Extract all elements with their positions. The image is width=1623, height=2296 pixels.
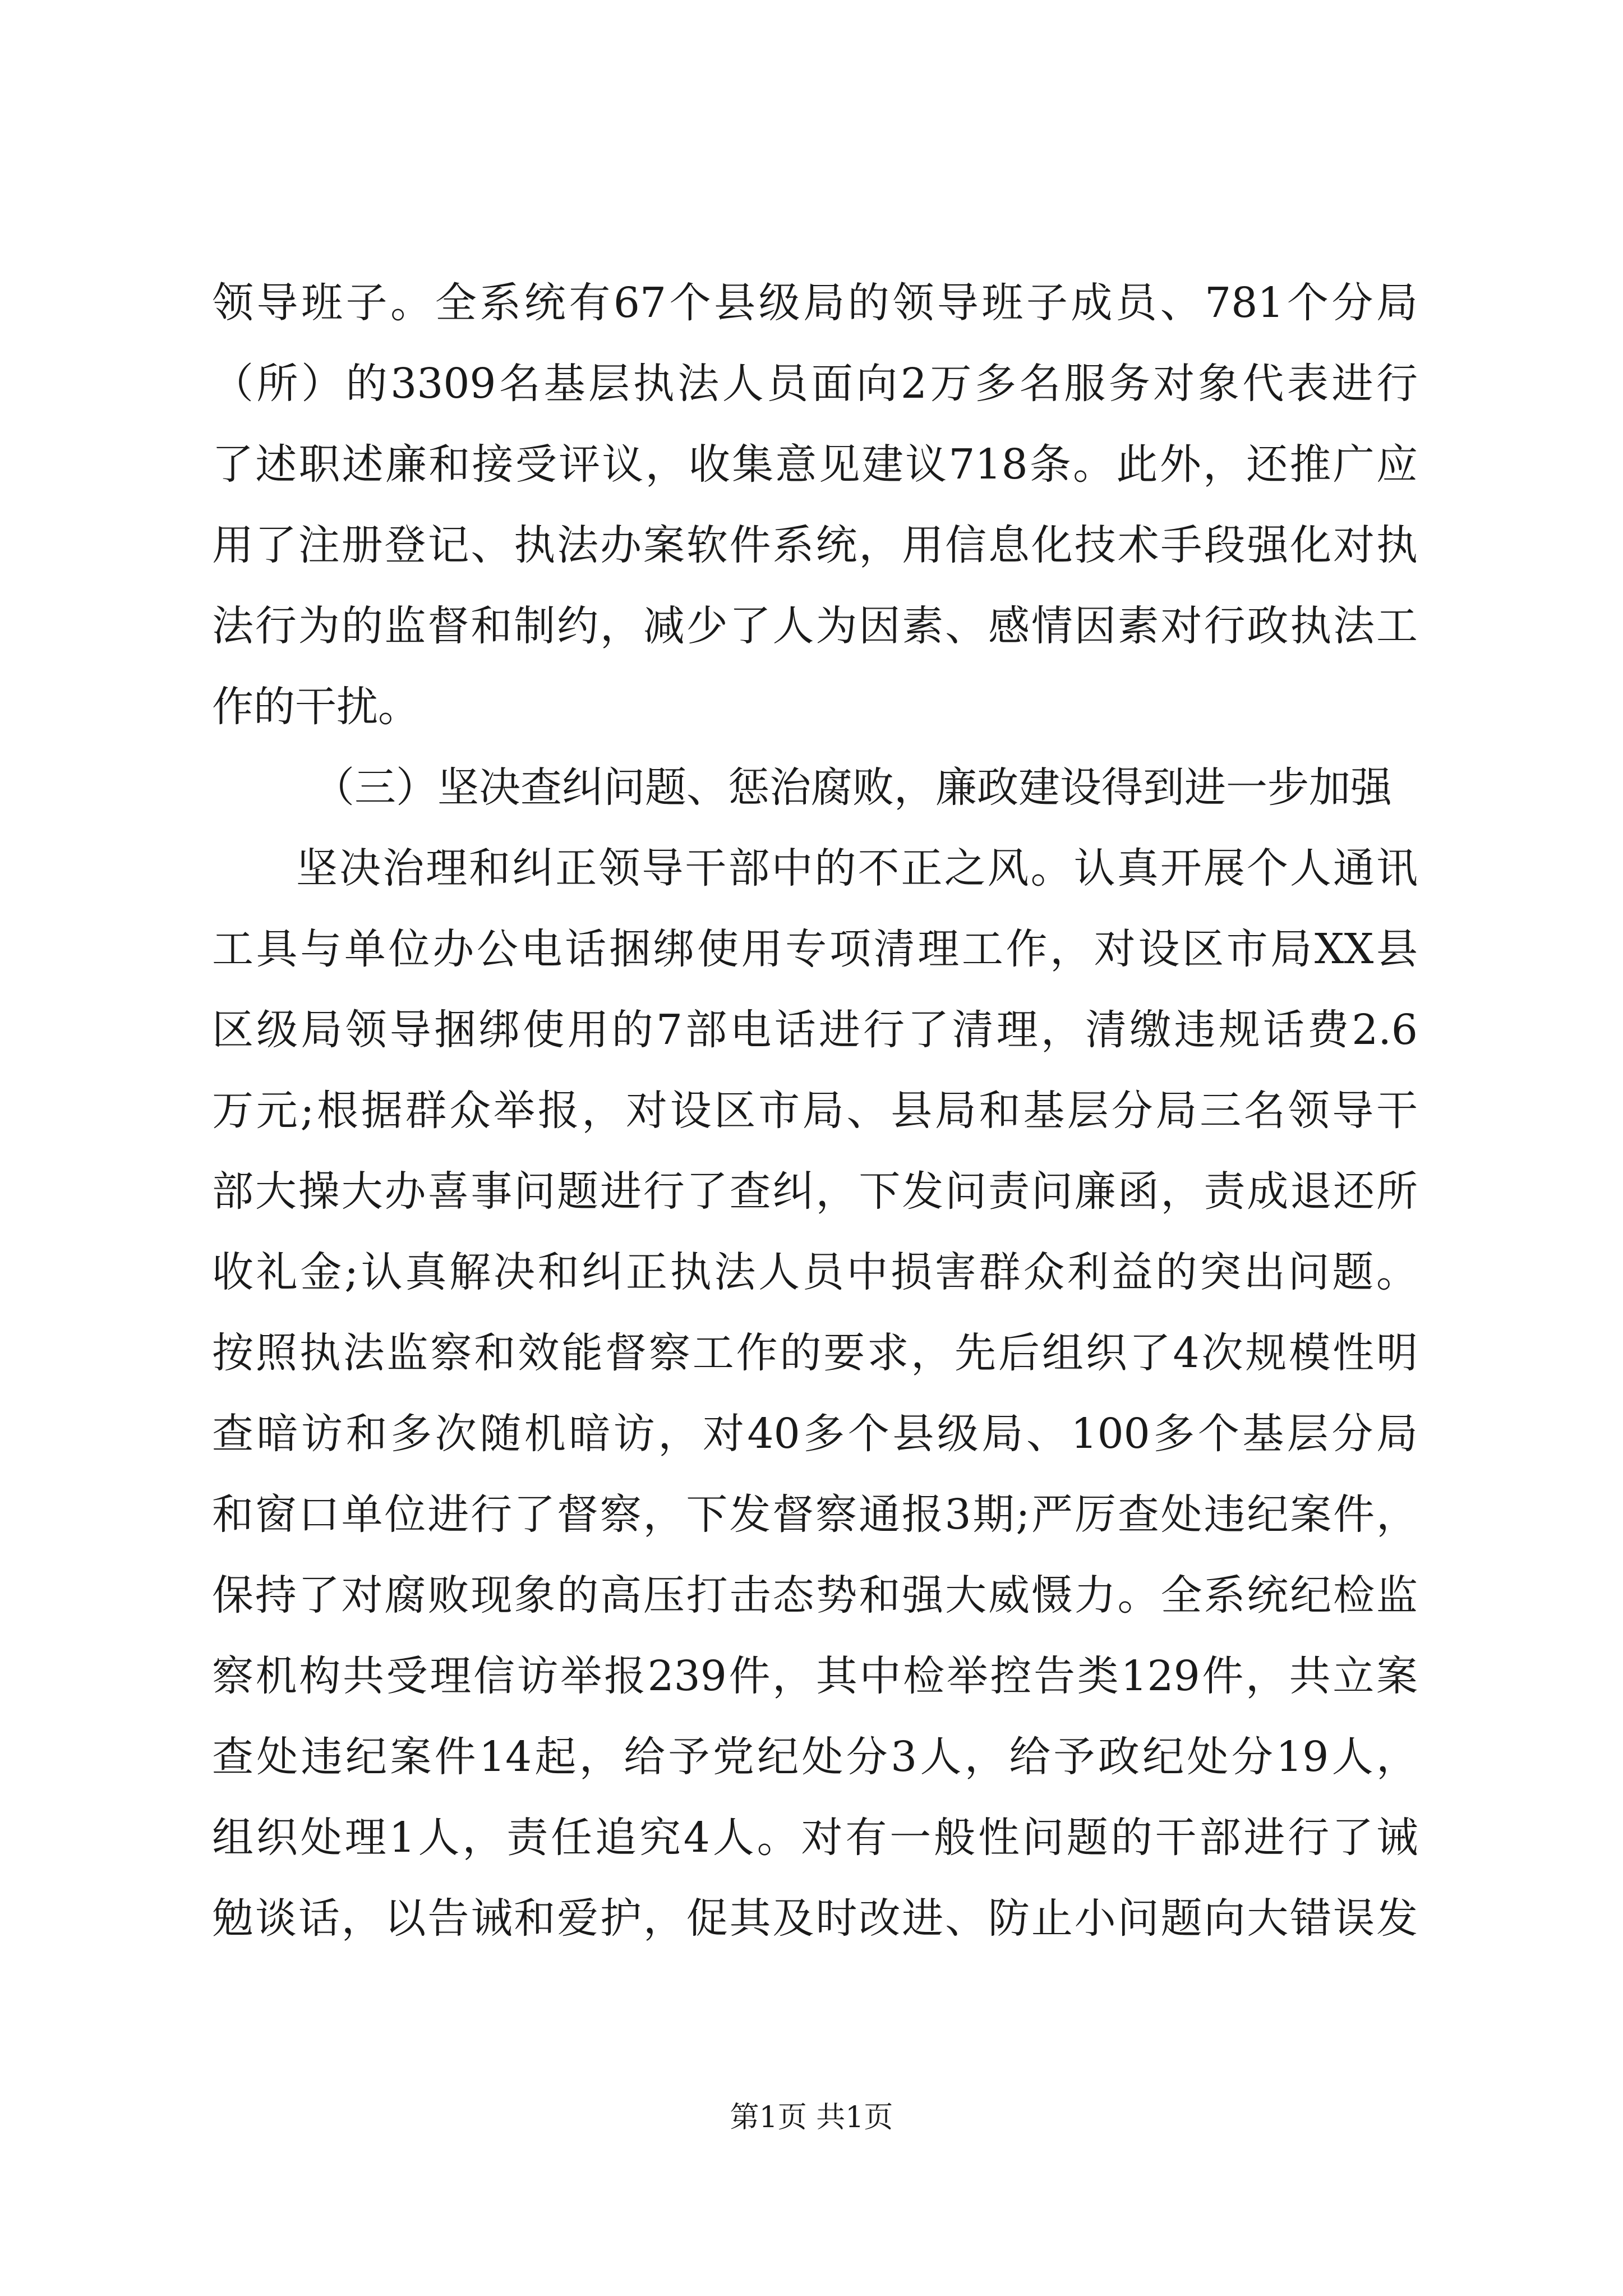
text-line: 组织处理1人，责任追究4人。对有一般性问题的干部进行了诫	[212, 1814, 1418, 1862]
text-line: 查暗访和多次随机暗访，对40多个县级局、100多个基层分局	[212, 1410, 1418, 1458]
text-line: 查处违纪案件14起，给予党纪处分3人，给予政纪处分19人，	[212, 1733, 1418, 1781]
text-line: 万元;根据群众举报，对设区市局、县局和基层分局三名领导干	[212, 1087, 1418, 1135]
text-line: 法行为的监督和制约，减少了人为因素、感情因素对行政执法工	[212, 602, 1418, 650]
text-line: 领导班子。全系统有67个县级局的领导班子成员、781个分局	[212, 279, 1418, 327]
page-number-footer: 第1页 共1页	[730, 2101, 893, 2134]
text-line: 勉谈话，以告诫和爱护，促其及时改进、防止小问题向大错误发	[212, 1894, 1418, 1943]
text-line: 察机构共受理信访举报239件，其中检举控告类129件，共立案	[212, 1652, 1418, 1700]
text-line: 用了注册登记、执法办案软件系统，用信息化技术手段强化对执	[212, 521, 1418, 569]
text-line: 坚决治理和纠正领导干部中的不正之风。认真开展个人通讯	[296, 844, 1418, 892]
text-line: 作的干扰。	[212, 683, 419, 731]
text-line: 区级局领导捆绑使用的7部电话进行了清理，清缴违规话费2.6	[212, 1006, 1418, 1054]
text-line: 了述职述廉和接受评议，收集意见建议718条。此外，还推广应	[212, 440, 1418, 489]
text-line: 收礼金;认真解决和纠正执法人员中损害群众利益的突出问题。	[212, 1248, 1418, 1296]
text-line: （所）的3309名基层执法人员面向2万多名服务对象代表进行	[212, 360, 1418, 408]
text-line: 和窗口单位进行了督察，下发督察通报3期;严厉查处违纪案件，	[212, 1490, 1418, 1539]
text-line: 部大操大办喜事问题进行了查纠，下发问责问廉函，责成退还所	[212, 1167, 1418, 1216]
section-heading: （三）坚决查纠问题、惩治腐败，廉政建设得到进一步加强	[313, 763, 1392, 812]
text-line: 按照执法监察和效能督察工作的要求，先后组织了4次规模性明	[212, 1329, 1418, 1377]
text-line: 工具与单位办公电话捆绑使用专项清理工作，对设区市局XX县	[212, 925, 1418, 973]
document-body	[212, 263, 1418, 1959]
text-line: 保持了对腐败现象的高压打击态势和强大威慑力。全系统纪检监	[212, 1571, 1418, 1619]
